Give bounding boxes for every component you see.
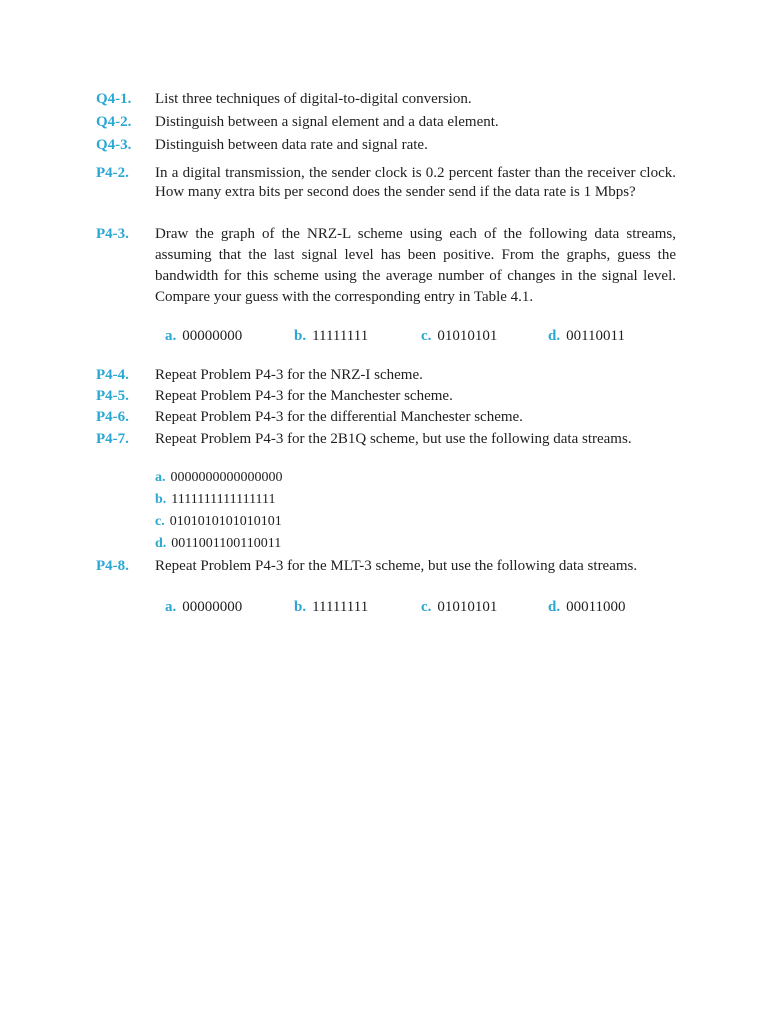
question-number: Q4-3. [96,137,132,153]
question-text: List three techniques of digital-to-digital conversion. [155,91,472,107]
question-text: Distinguish between a signal element and a data element. [155,114,499,130]
question-number: Q4-1. [96,91,132,107]
option-label: a. [155,470,166,485]
problem-p4-4 [96,366,676,385]
problem-text: Draw the graph of the NRZ-L scheme using each of the following data streams, assuming that the last signal level has been positive. From the graphs, guess the bandwidth for this scheme using the average number of changes in the signal level. Compare your guess with the corresponding entry in Table 4.1. [155,226,676,305]
option-label: d. [155,536,167,551]
problem-p4-7 [96,430,676,449]
option-label: a. [165,328,177,344]
option-a [165,598,242,617]
problem-number: P4-7. [96,431,129,447]
problem-p4-3 [96,224,676,308]
option-d [548,327,625,346]
option-value: 0011001100110011 [171,536,282,551]
option-value: 00000000 [182,328,243,344]
option-value: 0101010101010101 [169,514,282,529]
problem-text: Repeat Problem P4-3 for the Manchester scheme. [155,388,453,404]
problem-number: P4-6. [96,409,129,425]
option-d [155,536,281,552]
problem-text: Repeat Problem P4-3 for the 2B1Q scheme, but use the following data streams. [155,431,632,447]
option-a [155,470,283,486]
option-a [165,327,242,346]
option-b [155,492,276,508]
option-value: 0000000000000000 [170,470,283,485]
question-number: Q4-2. [96,114,132,130]
option-value: 01010101 [437,328,498,344]
problem-p4-5 [96,387,676,406]
option-b [294,327,368,346]
problem-number: P4-2. [96,165,129,181]
option-label: b. [294,599,307,615]
problem-p4-2 [96,164,676,202]
option-label: d. [548,328,561,344]
p4-8-options [0,598,768,618]
option-value: 11111111 [312,328,369,344]
option-label: c. [421,328,432,344]
problem-number: P4-8. [96,558,129,574]
problem-p4-8 [96,557,676,576]
option-label: d. [548,599,561,615]
question-q4-2 [96,113,676,132]
p4-3-options [0,327,768,347]
option-value: 01010101 [437,599,498,615]
question-q4-3 [96,136,676,155]
option-value: 00110011 [566,328,625,344]
question-q4-1 [96,90,676,109]
option-c [421,598,497,617]
problem-text: In a digital transmission, the sender clock is 0.2 percent faster than the receiver clock. How many extra bits per second does the sender send if the data rate is 1 Mbps? [155,165,676,200]
problem-number: P4-3. [96,226,129,242]
problem-number: P4-4. [96,367,129,383]
option-label: b. [294,328,307,344]
option-value: 11111111 [312,599,369,615]
problem-text: Repeat Problem P4-3 for the differential Manchester scheme. [155,409,523,425]
option-label: c. [155,514,165,529]
problem-text: Repeat Problem P4-3 for the NRZ-I scheme. [155,367,423,383]
problem-p4-6 [96,408,676,427]
option-value: 1111111111111111 [171,492,276,507]
option-value: 00000000 [182,599,243,615]
option-d [548,598,626,617]
option-label: c. [421,599,432,615]
option-label: a. [165,599,177,615]
option-c [421,327,497,346]
question-text: Distinguish between data rate and signal rate. [155,137,428,153]
problem-text: Repeat Problem P4-3 for the MLT-3 scheme, but use the following data streams. [155,558,638,574]
option-value: 00011000 [566,599,626,615]
option-label: b. [155,492,167,507]
problem-number: P4-5. [96,388,129,404]
option-c [155,514,282,530]
option-b [294,598,368,617]
